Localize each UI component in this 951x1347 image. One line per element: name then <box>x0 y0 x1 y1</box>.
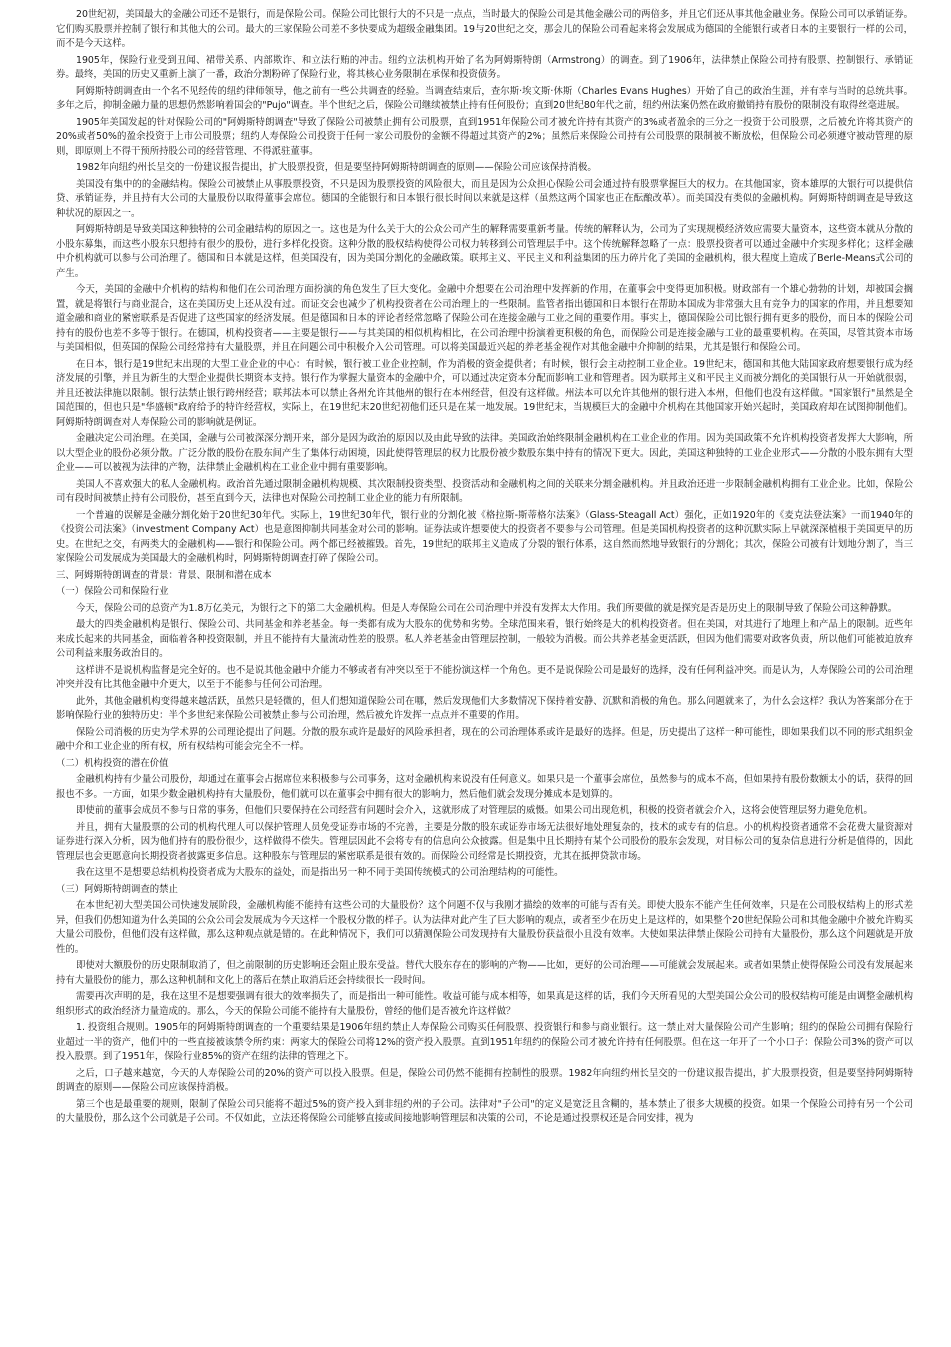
paragraph: 之后，口子越来越宽，今天的人寿保险公司的20%的资产可以投入股票。但是，保险公司仍然不能拥有控制性的股票。1982年向纽约州长呈交的一份建议报告提出，扩大股票投资，但是要坚持阿姆斯特朗调查的原则——保险公司应该保持消极。 <box>56 1067 913 1093</box>
paragraph: 20世纪初，美国最大的金融公司还不是银行，而是保险公司。保险公司比银行大的不只是一点点，当时最大的保险公司是其他金融公司的两倍多，并且它们还从事其他金融业务。保险公司可以承销证券。它们购买股票并控制了银行和其他大的公司。最大的三家保险公司差不多快要成为超级金融集团。19与20世纪之交，那会儿的保险公司看起来将会发展成为德国的全能银行或者日本的主要银行一样的公司，而不是今天这样。 <box>56 9 913 49</box>
paragraph: 在日本，银行是19世纪末出现的大型工业企业的中心：有时候，银行被工业企业控制，作为消极的资金提供者；有时候，银行会主动控制工业企业。19世纪末，德国和其他大陆国家政府想要银行成为经济发展的引擎，并且为新生的大型企业提供长期资本支持。银行作为掌握大量资本的金融中介，可以通过决定资本分配而影响工业和管理者。因为联邦主义和平民主义而被分割化的美国银行从一开始就很弱，并且还被法律施以限制。银行法禁止银行跨州经营；联邦法本可以禁止各州允许其他州的银行在本州经营，但没有这样做。州法本可以允许其他州的银行进入本州，但他们也没有这样做。"国家银行"虽然是全国范围的，但也只是"华盛顿"政府给予的特许经营权，实际上，在19世纪末20世纪初他们还只是在某一地发展。19世纪末，当规模巨大的金融中介机构在其他国家开始兴起时，美国政府却在试图抑制他们。阿姆斯特朗调查对人寿保险公司的影响就是例证。 <box>56 358 913 428</box>
paragraph: 阿姆斯特朗调查由一个名不见经传的纽约律师领导，他之前有一些公共调查的经验。当调查结束后，查尔斯·埃文斯·休斯（Charles Evans Hughes）开始了自己的政治生涯，并有幸与当时的总统共事。多年之后，抑制金融力量的思想仍然影响着国会的"Pujo"调查。半个世纪之后，保险公司继续被禁止持有任何股份；直到20世纪80年代之前，纽约州法案仍然在政府撤销持有股份的限制没有取得丝毫进展。 <box>56 85 913 111</box>
paragraph: 美国人不喜欢强大的私人金融机构。政治首先通过限制金融机构规模、其次限制投资类型、投资活动和金融机构之间的关联来分割金融机构。并且政治还进一步限制金融机构拥有工业企业。比如，保险公司有段时间被禁止持有公司股份，甚至直到今天，法律也对保险公司控制工业企业的能力有所限制。 <box>56 478 913 504</box>
paragraph: 并且，拥有大量股票的公司的机构代理人可以保护管理人员免受证券市场的不完善，主要是分散的股东或证券市场无法很好地处理复杂的，技术的或专有的信息。小的机构投资者通常不会花费大量资源对证券进行深入分析，因为他们持有的股份很少，这样做得不偿失。管理层因此不会将专有的信息向公众披露。但是集中且长期持有某个公司股份的股东会发现，对目标公司的复杂信息进行分析是值得的，因此管理层也会更愿意向长期投资者披露更多信息。这种股东与管理层的紧密联系是很有效的。而保险公司经常是长期投资，尤其在抵押贷款市场。 <box>56 821 913 862</box>
subsection-heading: （一）保险公司和保险行业 <box>56 586 169 597</box>
paragraph: 今天，美国的金融中介机构的结构和他们在公司治理方面扮演的角色发生了巨大变化。金融中介想要在公司治理中发挥新的作用，在董事会中变得更加积极。财政部有一个雄心勃勃的计划，却被国会搁置，就是将银行与商业混合，这在美国历史上还从没有过。而证交会也减少了机构投资者在公司治理上的一些限制。监管者指出德国和日本银行在帮助本国成为非常强大且有竞争力的国家的作用，并且想要知道金融和商业的紧密联系是否促进了这些国家的经济发展。但是德国和日本的评论者经常忽略了保险公司在连接金融与工业之间的重要作用。事实上，德国保险公司比银行拥有更多的股份，而日本的保险公司持有的股份也差不多等于银行。在德国，机构投资者——主要是银行——与其美国的相似机构相比，在公司治理中扮演着更积极的角色，而保险公司是连接金融与工业的最重要机构。在英国，尽管其资本市场与美国相似，但英国的保险公司经常持有大量股票，并且在问题公司中积极介入公司管理。可以将美国最近兴起的养老基金视作对其他金融中介抑制的结果，尤其是银行和保险公司。 <box>56 284 913 353</box>
paragraph: 保险公司消极的历史为学术界的公司理论提出了问题。分散的股东或许是最好的风险承担者，现在的公司治理体系或许是最好的选择。但是，历史提出了这样一种可能性，即如果我们以不同的形式组织金融中介和工业企业的所有权，所有权结构可能会完全不一样。 <box>56 726 913 752</box>
paragraph: 最大的四类金融机构是银行、保险公司、共同基金和养老基金。每一类都有成为大股东的优势和劣势。全球范围来看，银行始终是大的机构投资者。但在美国，对其进行了地理上和产品上的限制。近些年来成长起来的共同基金，面临着各种投资限制，并且不能持有大量流动性差的股票。私人养老基金由管理层控制，一般较为消极。而公共养老基金更活跃，但因为他们需要对政客负责，所以他们可能被迫放弃公司利益来服务政治目的。 <box>56 619 913 659</box>
paragraph: 今天，保险公司的总资产为1.8万亿美元，为银行之下的第二大金融机构。但是人寿保险公司在公司治理中并没有发挥太大作用。我们所要做的就是探究是否是历史上的限制导致了保险公司这种静默。 <box>76 602 898 614</box>
subsection-heading: （三）阿姆斯特朗调查的禁止 <box>56 883 178 895</box>
paragraph: 这样讲不是说机构监督是完全好的。也不是说其他金融中介能力不够或者有冲突以至于不能扮演这样一个角色。更不是说保险公司是最好的选择，没有任何利益冲突。而是认为，人寿保险公司的公司治理冲突并没有比其他金融中介更大，以至于不能参与任何公司治理。 <box>56 664 913 690</box>
paragraph: 阿姆斯特朗是导致美国这种独特的公司金融结构的原因之一。这也是为什么关于大的公众公司产生的解释需要重新考量。传统的解释认为，公司为了实现规模经济效应需要大量资本，这些资本就从分散的小股东募集，而这些小股东只想持有很少的股份，进行多样化投资。这种分散的股权结构使得公司权力转移到公司管理层手中。这个传统解释忽略了一点：股票投资者可以通过金融中介实现多样化；这样金融中介机构就可以参与公司治理了。德国和日本就是这样，但美国没有，因为美国分割化的金融政策。联邦主义、平民主义和利益集团的压力碎片化了美国的金融机构，很大程度上造成了Berle-Means式公司的产生。 <box>56 224 913 279</box>
paragraph: 第三个也是最重要的规则，限制了保险公司只能将不超过5%的资产投入到非纽约州的子公司。法律对"子公司"的定义是宽泛且含糊的，基本禁止了很多大规模的投资。如果一个保险公司持有另一个公司的大量股份，那么这个公司就是子公司。不仅如此，立法还将保险公司能够直接或间接地影响管理层和决策的公司，不论是通过投票权还是合同安排，视为 <box>56 1098 913 1124</box>
paragraph: 我在这里不是想要总结机构投资者成为大股东的益处，而是指出另一种不同于美国传统模式的公司治理结构的可能性。 <box>76 867 564 878</box>
paragraph: 金融决定公司治理。在美国，金融与公司被深深分割开来，部分是因为政治的原因以及由此导致的法律。美国政治始终限制金融机构在工业企业的作用。因为美国政策不允许机构投资者发挥大大影响，所以大型企业的股份必须分散。广泛分散的股份在股东间产生了集体行动困境，因此使得管理层的权力比股份被少数股东集中持有的情况下更大。因此，美国这种独特的工业企业形式——分散的小股东拥有大型企业——可以被视为法律的产物，法律禁止金融机构在工业企业中拥有重要影响。 <box>56 433 913 473</box>
paragraph: 此外，其他金融机构变得越来越活跃，虽然只是轻微的，但人们想知道保险公司在哪，然后发现他们大多数情况下保持着安静、沉默和消极的角色。那么问题就来了，为什么会这样？我认为答案部分在于影响保险行业的独特历史：半个多世纪来保险公司被禁止参与公司治理，然后被允许发挥一点点并不重要的作用。 <box>56 695 913 721</box>
paragraph: 在本世纪初大型美国公司快速发展阶段，金融机构能不能持有这些公司的大量股份？这个问题不仅与我刚才描绘的效率的可能与否有关。即使大股东不能产生任何效率，只是在公司股权结构上的形式差异，但我们仍想知道为什么美国的公众公司会发展成为今天这样一个股权分散的样子。认为法律对此产生了巨大影响的观点，或者至少在历史上是这样的，如果整个20世纪保险公司和其他金融中介被允许购买大量公司股份，但他们没有这样做，那么这种观点就是错的。在此种情况下，我们可以猜测保险公司发现持有大量股份获益很小且没有效率。大使如果法律禁止保险公司持有大量股份，那么这个问题就是开放性的。 <box>56 900 913 955</box>
paragraph: 1905年，保险行业受到丑闻、裙带关系、内部欺诈、和立法行贿的冲击。纽约立法机构开始了名为阿姆斯特朗（Armstrong）的调查。到了1906年，法律禁止保险公司持有股票、控制银行、承销证券。最终，美国的历史又重新上演了一番，政治分割粉碎了保险行业，将其核心业务限制在承保和投资债务。 <box>56 54 913 80</box>
paragraph: 即使对大额股份的历史限制取消了，但之前限制的历史影响还会阻止股东受益。替代大股东存在的影响的产物——比如，更好的公司治理——可能就会发展起来。或者如果禁止使得保险公司没有发展起来持有大量股份的能力，那么这种机制和文化上的落后在禁止取消后还会持续很长一段时间。 <box>56 960 913 986</box>
paragraph: 1982年向纽约州长呈交的一份建议报告提出，扩大股票投资，但是要坚持阿姆斯特朗调查的原则——保险公司应该保持消极。 <box>76 162 597 173</box>
paragraph: 美国没有集中的的金融结构。保险公司被禁止从事股票投资，不只是因为股票投资的风险很大，而且是因为公众担心保险公司会通过持有股票掌握巨大的权力。在其他国家，资本雄厚的大银行可以提供信贷、承销证券，并且持有大公司的大量股份以取得董事会席位。德国的全能银行和日本银行很长时间以来就是这样（虽然这两个国家也正在酝酿改革）。而美国没有类似的金融机构。阿姆斯特朗调查是导致这种状况的原因之一。 <box>56 178 913 219</box>
paragraph: 需要再次声明的是，我在这里不是想要强调有很大的效率损失了，而是指出一种可能性。收益可能与成本相等，如果真是这样的话，我们今天所看见的大型美国公众公司的股权结构可能是由调整金融机构组织形式的政治经济力量造成的。那么，今天的保险公司能不能持有大量股份，曾经的他们是否被允许这样做？ <box>56 991 913 1017</box>
section-heading: 三、阿姆斯特朗调查的背景：背景、限制和潜在成本 <box>56 569 272 581</box>
paragraph: 金融机构持有少量公司股份，却通过在董事会占据席位来积极参与公司事务，这对金融机构来说没有任何意义。如果只是一个董事会席位，虽然参与的成本不高，但如果持有股份数额太小的话，获得的回报也不多。一方面，如果少数金融机构持有大量股份，他们就可以在董事会中拥有很大的影响力，然后他们就会发现分摊成本是划算的。 <box>56 774 913 800</box>
paragraph: 一个普遍的误解是金融分割化始于20世纪30年代。实际上，19世纪30年代，银行业的分割化被《格拉斯-斯蒂格尔法案》（Glass-Steagall Act）强化，正如1920年的《麦克法登法案》一而1940年的《投资公司法案》（investment Company Act）也是意图抑制共同基金对公司的影响。证券法或许想要使大的投资者不要参与公司管理。但是美国机构投资者的这种沉默实际上早就深深植根于美国更早的历史。在世纪之交，有两类大的金融机构——银行和保险公司。两个都已经被摧毁。首先，19世纪的联邦主义造成了分裂的银行体系，这自然而然地导致银行的分割化；其次，保险公司被有计划地分割了，当三家保险公司发展成为美国最大的金融机构时，阿姆斯特朗调查打碎了保险公司。 <box>56 509 913 564</box>
paragraph: 即使前的董事会成员不参与日常的事务，但他们只要保持在公司经营有问题时会介入，这就形成了对管理层的威慑。如果公司出现危机，积极的投资者就会介入，这将会使管理层努力避免危机。 <box>76 805 873 816</box>
paragraph: 1. 投资组合规则。1905年的阿姆斯特朗调查的一个重要结果是1906年纽约禁止人寿保险公司购买任何股票、投资银行和参与商业银行。这一禁止对大量保险公司产生影响；纽约的保险公司拥有保险行业超过一半的资产，他们中的一些直接被该禁令所约束：两家大的保险公司将12%的资产投入股票。直到1951年纽约的保险公司才被允许持有任何股票。但在这一年开了一个小口子：保险公司3%的资产可以投入股票。到了1951年，保险行业85%的资产在纽约法律的管理之下。 <box>56 1022 913 1062</box>
paragraph: 1905年美国发起的针对保险公司的"阿姆斯特朗调查"导致了保险公司被禁止拥有公司股票，直到1951年保险公司才被允许持有其资产的3%或者盈余的三分之一投资于公司股票，之后被允许将其资产的20%或者50%的盈余投资于上市公司股票；纽约人寿保险公司投资于任何一家公司股份的金额不得超过其资产的2%；虽然后来保险公司持有公司股票的限制被不断放松，但保险公司必须遵守被动管理的原则，即原则上不得干预所持股公司的经营管理、不得派驻董事。 <box>56 116 913 157</box>
subsection-heading: （二）机构投资的潜在价值 <box>56 757 169 769</box>
